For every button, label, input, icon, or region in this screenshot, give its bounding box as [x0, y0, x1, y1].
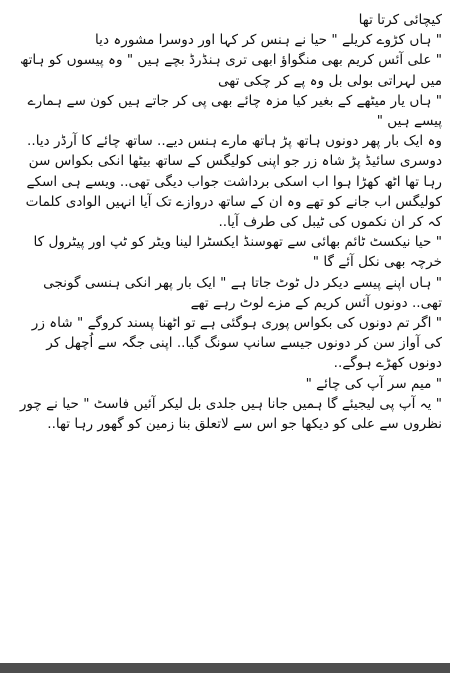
paragraph-4: " ہاں یار میٹھے کے بغیر کیا مزہ چائے بھی پی کر جاتے ہیں کون سے ہمارے پیسے ہیں " — [27, 92, 442, 130]
paragraph-8: " ہاں اپنے پیسے دیکر دل ٹوٹ جاتا ہے " ایک بار پھر انکی ہنسی گونجی تھی.. دونوں آئس کریم کے مزے لوٹ رہے تھے — [43, 274, 442, 311]
paragraph-3: " علی آئس کریم بھی منگواؤ ابھی تری ہنڈرڈ بچے ہیں " وہ پیسوں کو ہاتھ میں لہراتی بولی بل وہ پے کر چکی تھی — [20, 52, 442, 89]
bottom-bar — [0, 663, 450, 673]
paragraph-6: دوسری سائیڈ پڑ شاہ زر جو اپنی کولیگس کے ساتھ بیٹھا انکی بکواس سن رہا تھا اٹھ کھڑا ہوا اب اسکی برداشت جواب دیگی تھی.. ویسے ہی اسکے کولیگس اب جانے کو تھے وہ ان کے ساتھ دروازے تک آیا انہیں الوادی کلمات کہ کر ان نکموں کی ٹیبل کی طرف آیا.. — [25, 153, 442, 231]
paragraph-5: وہ ایک بار پھر دونوں ہاتھ پڑ ہاتھ مارے ہنس دیے.. ساتھ چائے کا آرڈر دیا.. — [27, 133, 442, 150]
paragraph-7: " حیا نیکسٹ ٹائم بھائی سے تھوسنڈ ایکسٹرا لینا ویٹر کو ٹپ اور پیٹرول کا خرچہ بھی نکل آئے گا " — [33, 234, 442, 271]
paragraph-2: " ہاں کڑوے کریلے " حیا نے ہنس کر کہا اور دوسرا مشورہ دیا — [95, 32, 442, 49]
paragraph-1: کیچائی کرتا تھا — [358, 12, 442, 28]
urdu-text-body — [10, 10, 442, 434]
paragraph-10: " میم سر آپ کی چائے " — [305, 375, 442, 392]
paragraph-11: " یہ آپ پی لیجیئے گا ہمیں جانا ہیں جلدی بل لیکر آئیں فاسٹ " حیا نے چور نظروں سے علی کو دیکھا جو اس سے لاتعلق بنا زمین کو گھور رہا تھا.. — [19, 395, 442, 433]
paragraph-9: " اگر تم دونوں کی بکواس پوری ہوگئی ہے تو اٹھنا پسند کروگے " شاہ زر کی آواز سن کر دونوں جیسے سانپ سونگ گیا.. اپنی جگہ سے اُچھل کر دونوں کھڑے ہوگے.. — [31, 315, 442, 372]
